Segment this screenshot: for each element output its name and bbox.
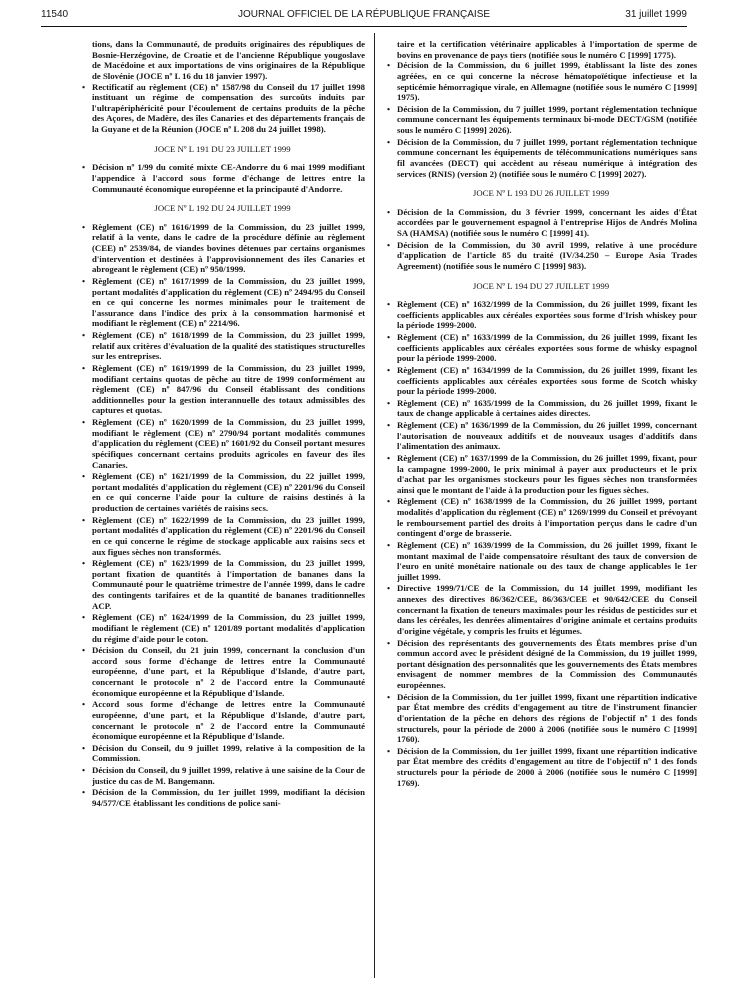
continued-entry: tions, dans la Communauté, de produits originaires des républiques de Bosnie-Herzégovine, de Croatie et de l'ancienne République yougoslave de Macédoine et aux importations de vins originaires de la République de Slovénie (JOCE nº L 16 du 18 janvier 1997).	[92, 39, 365, 81]
journal-entry: • Directive 1999/71/CE de la Commission, du 14 juillet 1999, modifiant les annexes des directives 86/362/CEE, 86/363/CEE et 90/642/CEE du Conseil concernant la fixation de teneurs maximales pour les résidus de pesticides sur et dans les céréales, les denrées alimentaires d'origine animale et certains produits d'origine végétale, y compris les fruits et légumes.	[385, 583, 697, 636]
journal-entry: • Décision de la Commission, du 30 avril 1999, relative à une procédure d'application de l'article 85 du traité (IV/34.250 – Europe Asia Trades Agreement) (notifiée sous le numéro C [1999] 983).	[385, 240, 697, 272]
journal-title: JOURNAL OFFICIEL DE LA RÉPUBLIQUE FRANÇAISE	[237, 9, 491, 20]
journal-entry: • Règlement (CE) nº 1616/1999 de la Commission, du 23 juillet 1999, relatif à la vente, dans le cadre de la procédure définie au règlement (CEE) nº 2539/84, de viandes bovines détenues par certains organismes d'intervention et destinées à l'approvisionnement des îles Canaries et abrogeant le règlement (CE) nº 950/1999.	[80, 222, 365, 275]
entry-list	[80, 162, 365, 194]
journal-entry: • Règlement (CE) nº 1638/1999 de la Commission, du 26 juillet 1999, portant modalités d'application du règlement (CE) nº 1269/1999 du Conseil et prévoyant le remboursement partiel des droits à l'importation perçus dans le cadre d'un contingent d'orge de brasserie.	[385, 496, 697, 539]
journal-entry: • Décision nº 1/99 du comité mixte CE-Andorre du 6 mai 1999 modifiant l'appendice à l'accord sous forme d'échange de lettres entre la Communauté économique européenne et la principauté d'Andorre.	[80, 162, 365, 194]
journal-entry: • Règlement (CE) nº 1635/1999 de la Commission, du 26 juillet 1999, fixant le taux de change applicable à certaines aides directes.	[385, 398, 697, 419]
column-divider	[374, 33, 375, 978]
left-column	[80, 39, 365, 809]
journal-entry: • Règlement (CE) nº 1617/1999 de la Commission, du 23 juillet 1999, portant modalités d'application du règlement (CE) nº 2494/95 du Conseil en ce qui concerne les normes minimales pour le traitement de l'assurance dans l'indice des prix à la consommation harmonisé et modifiant le règlement (CE) nº 2214/96.	[80, 276, 365, 329]
section-heading: JOCE Nº L 193 DU 26 JUILLET 1999	[472, 188, 610, 199]
journal-entry: • Décision de la Commission, du 6 juillet 1999, établissant la liste des zones agréées, en ce qui concerne la nécrose hématopoïétique infectieuse et la septicémie hémorragique virale, en Allemagne (notifiée sous le numéro C [1999] 1975).	[385, 60, 697, 103]
publication-date: 31 juillet 1999	[625, 9, 687, 20]
journal-entry: • Règlement (CE) nº 1619/1999 de la Commission, du 23 juillet 1999, modifiant certains quotas de pêche au titre de 1999 conformément au règlement (CE) nº 847/96 du Conseil établissant des conditions additionnelles pour la gestion interannuelle des totaux admissibles des captures et quotas.	[80, 363, 365, 416]
journal-entry: • Décision du Conseil, du 9 juillet 1999, relative à la composition de la Commission.	[80, 743, 365, 764]
journal-entry: • Règlement (CE) nº 1624/1999 de la Commission, du 23 juillet 1999, modifiant le règlement (CE) nº 1201/89 portant modalités d'application du régime d'aide pour le coton.	[80, 612, 365, 644]
journal-entry: • Décision du Conseil, du 9 juillet 1999, relative à une saisine de la Cour de justice du cas de M. Bangemann.	[80, 765, 365, 786]
journal-entry: • Décision de la Commission, du 1er juillet 1999, fixant une répartition indicative par État membre des crédits d'engagement au titre de l'instrument financier d'orientation de la pêche en dehors des régions de l'objectif nº 1 des fonds structurels, pour la période de 2000 à 2006 (notifiée sous le numéro C [1999] 1760).	[385, 692, 697, 745]
journal-entry: • Règlement (CE) nº 1618/1999 de la Commission, du 23 juillet 1999, relatif aux critères d'évaluation de la qualité des statistiques structurelles sur les entreprises.	[80, 330, 365, 362]
entry-list	[80, 222, 365, 809]
page-header	[41, 4, 687, 27]
page-number: 11540	[41, 9, 69, 20]
journal-entry: • Décision de la Commission, du 3 février 1999, concernant les aides d'État accordées par le gouvernement espagnol à l'entreprise Hijos de Andrés Molina SA (HAMSA) (notifiée sous le numéro C [1999] 41).	[385, 207, 697, 239]
journal-entry: • Règlement (CE) nº 1620/1999 de la Commission, du 23 juillet 1999, modifiant le règlement (CE) nº 2790/94 portant modalités communes d'application du règlement (CEE) nº 1601/92 du Conseil portant mesures spécifiques concernant certains produits agricoles en faveur des îles Canaries.	[80, 417, 365, 470]
journal-entry: • Règlement (CE) nº 1639/1999 de la Commission, du 26 juillet 1999, fixant le montant maximal de l'aide compensatoire résultant des taux de conversion de l'euro en unité monétaire nationale ou des taux de change applicables le 1er juillet 1999.	[385, 540, 697, 583]
section-heading: JOCE Nº L 191 DU 23 JUILLET 1999	[154, 143, 291, 154]
journal-entry: • Décision du Conseil, du 21 juin 1999, concernant la conclusion d'un accord sous forme d'échange de lettres entre la Communauté européenne, d'une part, et la République d'Islande, d'autre part, concernant le protocole nº 2 de l'accord entre la Communauté économique européenne et la République d'Islande.	[80, 645, 365, 698]
journal-entry: • Règlement (CE) nº 1637/1999 de la Commission, du 26 juillet 1999, fixant, pour la campagne 1999-2000, le prix minimal à payer aux producteurs et le prix d'achat par les organismes stockeurs pour les figues sèches non transformées ainsi que le montant de l'aide à la production pour les figues sèches.	[385, 453, 697, 496]
journal-entry: • Décision de la Commission, du 1er juillet 1999, modifiant la décision 94/577/CE établissant les conditions de police sani-	[80, 787, 365, 808]
section-heading: JOCE Nº L 194 DU 27 JUILLET 1999	[472, 280, 610, 291]
journal-entry: • Décision de la Commission, du 7 juillet 1999, portant réglementation technique commune concernant les équipements de télécommunications numériques sans fil avancées (DECT) qui accèdent au réseau numérique à intégration des services (RNIS) (version 2) (notifiée sous le numéro C [1999] 2027).	[385, 137, 697, 180]
journal-entry: • Accord sous forme d'échange de lettres entre la Communauté européenne, d'une part, et la République d'Islande, d'autre part, concernant le protocole nº 2 de l'accord entre la Communauté économique européenne et la République d'Islande.	[80, 699, 365, 742]
journal-entry: • Règlement (CE) nº 1632/1999 de la Commission, du 26 juillet 1999, fixant les coefficients applicables aux céréales exportées sous forme d'Irish whiskey pour la période 1999-2000.	[385, 299, 697, 331]
journal-entry: • Règlement (CE) nº 1622/1999 de la Commission, du 23 juillet 1999, portant modalités d'application du règlement (CE) nº 2201/96 du Conseil en ce qui concerne le régime de stockage applicable aux raisins secs et aux figues sèches non transformés.	[80, 515, 365, 558]
entry-list	[80, 82, 365, 135]
journal-entry: • Règlement (CE) nº 1633/1999 de la Commission, du 26 juillet 1999, fixant les coefficients applicables aux céréales exportées sous forme de whisky espagnol pour la période 1999-2000.	[385, 332, 697, 364]
journal-entry: • Décision de la Commission, du 7 juillet 1999, portant réglementation technique commune concernant les équipements terminaux bi-mode DECT/GSM (notifiée sous le numéro C [1999] 2026).	[385, 104, 697, 136]
entry-list	[385, 60, 697, 179]
continued-entry: taire et la certification vétérinaire applicables à l'importation de sperme de bovins en provenance de pays tiers (notifiée sous le numéro C [1999] 1775).	[397, 39, 697, 60]
journal-entry: • Règlement (CE) nº 1623/1999 de la Commission, du 23 juillet 1999, portant fixation de quantités à l'importation de bananes dans la Communauté pour le quatrième trimestre de l'année 1999, dans le cadre des contingents tarifaires et de la quantité de bananes traditionnelles ACP.	[80, 558, 365, 611]
journal-entry: • Décision de la Commission, du 1er juillet 1999, fixant une répartition indicative par État membre des crédits d'engagement au titre de l'objectif nº 1 des fonds structurels pour la période de 2000 à 2006 (notifiée sous le numéro C [1999] 1769).	[385, 746, 697, 789]
journal-entry: • Décision des représentants des gouvernements des États membres prise d'un commun accord avec le président désigné de la Commission, du 19 juillet 1999, portant désignation des personnalités que les gouvernements des États membres envisagent de nommer membres de la Commission des Communautés européennes.	[385, 638, 697, 691]
entry-list	[385, 207, 697, 272]
section-heading: JOCE Nº L 192 DU 24 JUILLET 1999	[154, 203, 291, 214]
journal-entry: • Règlement (CE) nº 1634/1999 de la Commission, du 26 juillet 1999, fixant les coefficients applicables aux céréales exportées sous forme de Scotch whisky pour la période 1999-2000.	[385, 365, 697, 397]
journal-entry: • Règlement (CE) nº 1636/1999 de la Commission, du 26 juillet 1999, concernant l'autorisation de nouveaux additifs et de nouveaux usages d'additifs dans l'alimentation des animaux.	[385, 420, 697, 452]
right-column	[385, 39, 697, 788]
entry-list	[385, 299, 697, 788]
journal-entry: • Rectificatif au règlement (CE) nº 1587/98 du Conseil du 17 juillet 1998 instituant un régime de compensation des surcoûts induits par l'ultrapériphéricité pour l'écoulement de certains produits de la pêche des Açores, de Madère, des îles Canaries et des départements français de la Guyane et de la Réunion (JOCE nº L 208 du 24 juillet 1998).	[80, 82, 365, 135]
journal-entry: • Règlement (CE) nº 1621/1999 de la Commission, du 22 juillet 1999, portant modalités d'application du règlement (CE) nº 2201/96 du Conseil en ce qui concerne l'aide pour la culture de raisins destinés à la production de certaines variétés de raisins secs.	[80, 471, 365, 514]
